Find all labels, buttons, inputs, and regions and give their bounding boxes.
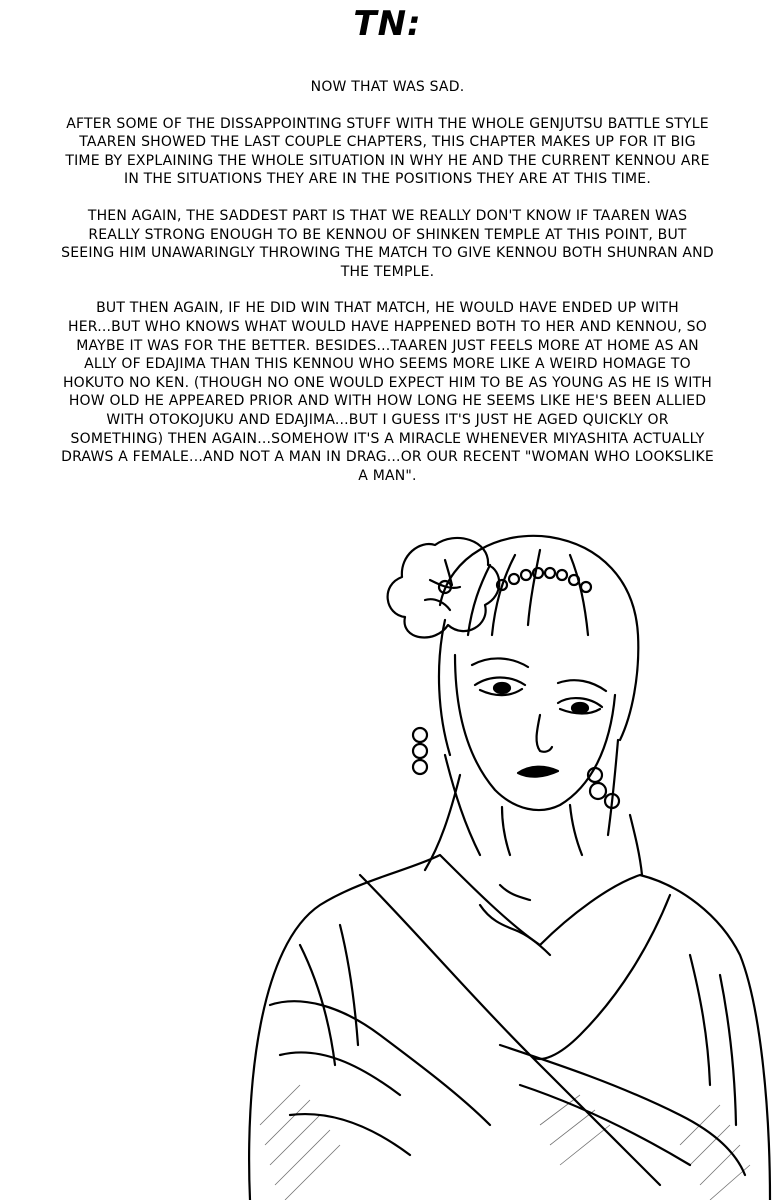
earrings — [413, 728, 619, 808]
note-paragraph: BUT THEN AGAIN, IF HE DID WIN THAT MATCH, HE WOULD HAVE ENDED UP WITH HER...BUT WHO KNOWS WHAT WOULD HAVE HAPPENED BOTH TO HER AND KENNOU, SO MAYBE IT WAS FOR THE BETTER. BESIDES...TAAREN JUST FEELS MORE AT HOME AS AN ALLY OF EDAJIMA THAN THIS KENNOU WHO SEEMS MORE LIKE A WEIRD HOMAGE TO HOKUTO NO KEN. (THOUGH NO ONE WOULD EXPECT HIM TO BE AS YOUNG AS HE IS WITH HOW OLD HE APPEARED PRIOR AND WITH HOW LONG HE SEEMS LIKE HE'S BEEN ALLIED WITH OTOKOJUKU AND EDAJIMA...BUT I GUESS IT'S JUST HE AGED QUICKLY OR SOMETHING) THEN AGAIN...SOMEHOW IT'S A MIRACLE WHENEVER MIYASHITA ACTUALLY DRAWS A FEMALE...AND NOT A MAN IN DRAG...OR OUR RECENT "WOMAN WHO LOOKSLIKE A MAN". — [61, 300, 714, 484]
hair-left-strand — [439, 620, 450, 755]
hair-outline — [440, 536, 638, 740]
robe-inner-ruffle — [480, 885, 550, 955]
eyes — [472, 658, 606, 713]
nose — [537, 715, 552, 752]
page-title: TN: — [353, 4, 422, 44]
robe-crossfront — [360, 875, 670, 1185]
translator-notes — [60, 78, 715, 503]
hair-front-lines — [468, 550, 588, 635]
note-paragraph: AFTER SOME OF THE DISSAPPOINTING STUFF WITH THE WHOLE GENJUTSU BATTLE STYLE TAAREN SHOWED THE LAST COUPLE CHAPTERS, THIS CHAPTER MAKES UP FOR IT BIG TIME BY EXPLAINING THE WHOLE SITUATION IN WHY HE AND THE CURRENT KENNOU ARE IN THE SITUATIONS THEY ARE IN THE POSITIONS THEY ARE AT THIS TIME. — [65, 115, 710, 188]
woman-portrait-drawing — [240, 525, 775, 1200]
robe-outline — [249, 855, 770, 1200]
note-paragraph: THEN AGAIN, THE SADDEST PART IS THAT WE REALLY DON'T KNOW IF TAAREN WAS REALLY STRONG ENOUGH TO BE KENNOU OF SHINKEN TEMPLE AT THIS POINT, BUT SEEING HIM UNAWARINGLY THROWING THE MATCH TO GIVE KENNOU BOTH SHUNRAN AND THE TEMPLE. — [61, 207, 714, 280]
manga-woman-illustration — [240, 525, 775, 1200]
robe-hatching — [260, 1085, 750, 1200]
lips — [518, 767, 558, 777]
neck — [502, 805, 582, 855]
note-paragraph: NOW THAT WAS SAD. — [310, 79, 465, 95]
